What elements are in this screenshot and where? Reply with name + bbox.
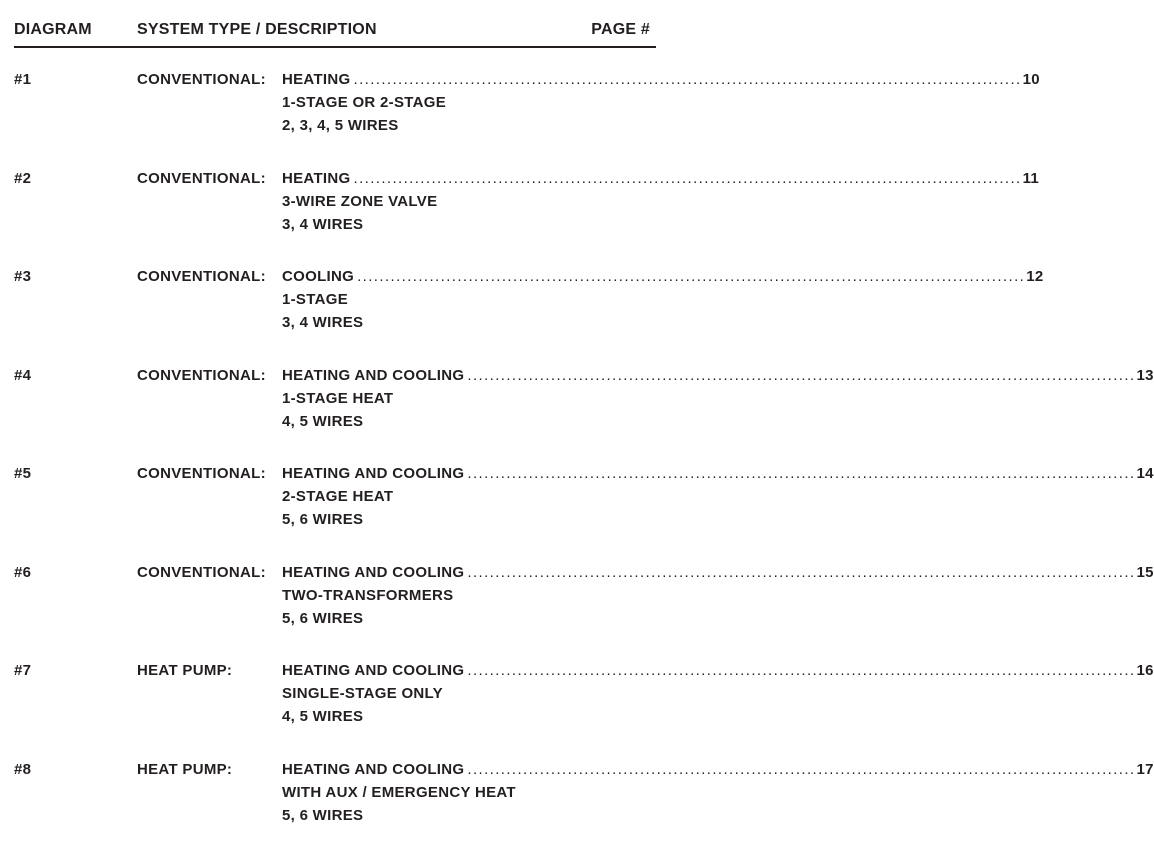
description-detail: TWO-TRANSFORMERS (282, 584, 656, 607)
system-type: CONVENTIONAL: (137, 561, 266, 584)
description-title: COOLING (282, 265, 354, 288)
page-number: 11 (1023, 167, 1039, 190)
dot-leader: ........................................................................................................................ (467, 462, 1135, 485)
page-number: 14 (1136, 462, 1153, 485)
diagram-entry-6 (14, 561, 656, 660)
description (282, 68, 656, 137)
description-title: HEATING (282, 68, 351, 91)
diagram-number: #4 (14, 364, 31, 387)
wire-count: 5, 6 WIRES (282, 804, 656, 827)
diagram-entry-4 (14, 364, 656, 463)
diagram-number: #5 (14, 462, 31, 485)
title-line (282, 758, 656, 781)
dot-leader: ........................................................................................................................ (467, 659, 1135, 682)
title-line (282, 167, 656, 190)
description-detail: 1-STAGE HEAT (282, 387, 656, 410)
page-number: 16 (1136, 659, 1153, 682)
header-page-number: PAGE # (591, 20, 650, 40)
description-detail: WITH AUX / EMERGENCY HEAT (282, 781, 656, 804)
page-number: 15 (1136, 561, 1153, 584)
dot-leader: ........................................................................................................................ (354, 167, 1022, 190)
diagram-entry-2 (14, 167, 656, 266)
description-detail: 3-WIRE ZONE VALVE (282, 190, 656, 213)
diagram-number: #7 (14, 659, 31, 682)
description-title: HEATING AND COOLING (282, 659, 464, 682)
description-detail: 1-STAGE OR 2-STAGE (282, 91, 656, 114)
diagram-list (14, 68, 656, 856)
diagram-number: #3 (14, 265, 31, 288)
title-line (282, 462, 656, 485)
description-title: HEATING (282, 167, 351, 190)
system-type: HEAT PUMP: (137, 758, 232, 781)
diagram-number: #2 (14, 167, 31, 190)
title-line (282, 265, 656, 288)
system-type: CONVENTIONAL: (137, 364, 266, 387)
wire-count: 4, 5 WIRES (282, 705, 656, 728)
system-type: CONVENTIONAL: (137, 265, 266, 288)
system-type: CONVENTIONAL: (137, 167, 266, 190)
page-number: 13 (1136, 364, 1153, 387)
title-line (282, 561, 656, 584)
diagram-number: #6 (14, 561, 31, 584)
diagram-number: #8 (14, 758, 31, 781)
description (282, 758, 656, 827)
dot-leader: ........................................................................................................................ (354, 68, 1022, 91)
description-detail: SINGLE-STAGE ONLY (282, 682, 656, 705)
page-number: 10 (1023, 68, 1040, 91)
wire-count: 3, 4 WIRES (282, 213, 656, 236)
system-type: CONVENTIONAL: (137, 68, 266, 91)
description-detail: 1-STAGE (282, 288, 656, 311)
wire-count: 5, 6 WIRES (282, 508, 656, 531)
wire-count: 4, 5 WIRES (282, 410, 656, 433)
description (282, 561, 656, 630)
description (282, 167, 656, 236)
description-title: HEATING AND COOLING (282, 364, 464, 387)
diagram-entry-7 (14, 659, 656, 758)
wire-count: 2, 3, 4, 5 WIRES (282, 114, 656, 137)
description (282, 462, 656, 531)
dot-leader: ........................................................................................................................ (467, 758, 1135, 781)
title-line (282, 68, 656, 91)
page-number: 12 (1026, 265, 1043, 288)
page-number: 17 (1136, 758, 1153, 781)
wire-count: 5, 6 WIRES (282, 607, 656, 630)
header-rule (14, 46, 656, 48)
description-title: HEATING AND COOLING (282, 561, 464, 584)
diagram-entry-3 (14, 265, 656, 364)
description (282, 364, 656, 433)
title-line (282, 364, 656, 387)
wire-count: 3, 4 WIRES (282, 311, 656, 334)
diagram-entry-5 (14, 462, 656, 561)
description (282, 265, 656, 334)
dot-leader: ........................................................................................................................ (357, 265, 1025, 288)
description-detail: 2-STAGE HEAT (282, 485, 656, 508)
description (282, 659, 656, 728)
title-line (282, 659, 656, 682)
dot-leader: ........................................................................................................................ (467, 364, 1135, 387)
diagram-entry-1 (14, 68, 656, 167)
description-title: HEATING AND COOLING (282, 758, 464, 781)
diagram-entry-8 (14, 758, 656, 856)
table-header (14, 20, 656, 44)
header-system-type: SYSTEM TYPE / DESCRIPTION (137, 20, 377, 40)
system-type: CONVENTIONAL: (137, 462, 266, 485)
description-title: HEATING AND COOLING (282, 462, 464, 485)
system-type: HEAT PUMP: (137, 659, 232, 682)
header-diagram: DIAGRAM (14, 20, 92, 40)
diagram-number: #1 (14, 68, 31, 91)
dot-leader: ........................................................................................................................ (467, 561, 1135, 584)
